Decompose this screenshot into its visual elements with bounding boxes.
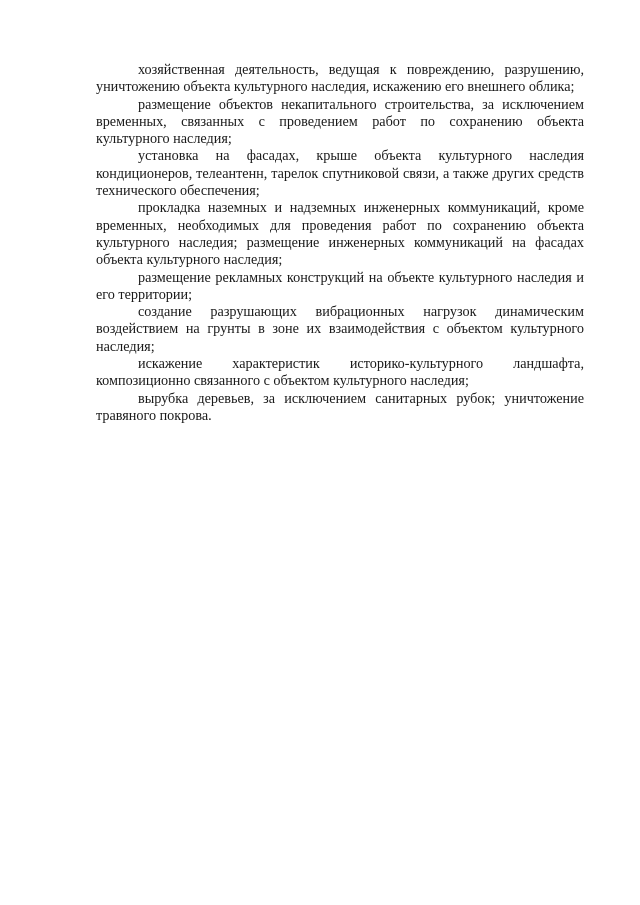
paragraph-economic-activity: хозяйственная деятельность, ведущая к повреждению, разрушению, уничтожению объекта культурного наследия, искажению его внешнего облика; xyxy=(96,62,584,96)
paragraph-engineering-communications: прокладка наземных и надземных инженерных коммуникаций, кроме временных, необходимых для проведения работ по сохранению объекта культурного наследия; размещение инженерных коммуникаций на фасадах объекта культурного наследия; xyxy=(96,200,584,269)
paragraph-temporary-construction: размещение объектов некапитального строительства, за исключением временных, связанных с проведением работ по сохранению объекта культурного наследия; xyxy=(96,96,584,148)
paragraph-advertising-structures: размещение рекламных конструкций на объекте культурного наследия и его территории; xyxy=(96,269,584,303)
paragraph-tree-felling: вырубка деревьев, за исключением санитарных рубок; уничтожение травяного покрова. xyxy=(96,390,584,424)
paragraph-vibration-loads: создание разрушающих вибрационных нагрузок динамическим воздействием на грунты в зоне их взаимодействия с объектом культурного наследия; xyxy=(96,304,584,355)
restrictions-list xyxy=(96,62,584,425)
paragraph-facade-equipment: установка на фасадах, крыше объекта культурного наследия кондиционеров, телеантенн, тарелок спутниковой связи, а также других средств технического обеспечения; xyxy=(96,148,584,200)
paragraph-landscape-distortion: искажение характеристик историко-культурного ландшафта, композиционно связанного с объектом культурного наследия; xyxy=(96,356,584,390)
